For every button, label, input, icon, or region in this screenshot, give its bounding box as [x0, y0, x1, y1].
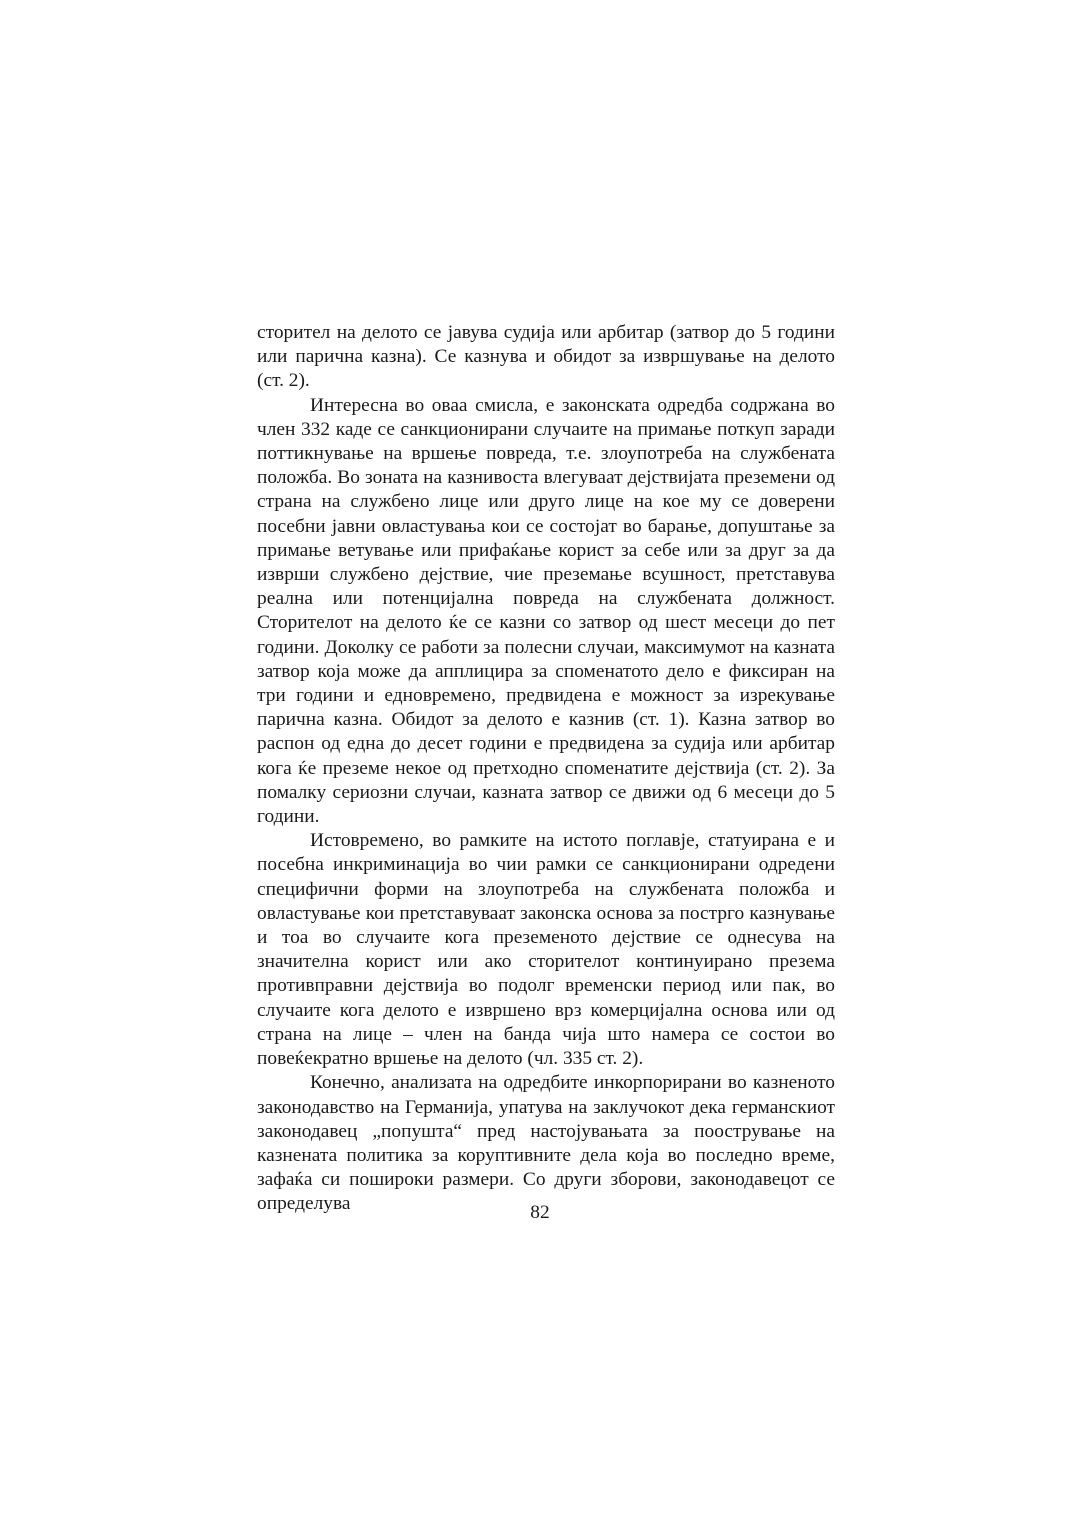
body-text: [257, 321, 835, 1217]
paragraph-1: сторител на делото се јавува судија или арбитар (затвор до 5 години или парична казна). Се казнува и обидот за извршување на делото (ст. 2).: [257, 322, 835, 392]
page-number: 82: [530, 1202, 550, 1223]
paragraph-3: Истовремено, во рамките на истото поглавје, статуирана е и посебна инкриминација во чии рамки се санкционирани одредени специфични форми на злоупотреба на службената положба и овластување кои претставуваат законска основа за пострго казнување и тоа во случаите кога преземеното дејствие се однесува на значителна корист или ако сторителот континуирано презема противправни дејствија во подолг временски период или пак, во случаите кога делото е извршено врз комерцијална основа или од страна на лице – член на банда чија што намера се состои во повеќекратно вршење на делото (чл. 335 ст. 2).: [257, 830, 835, 1070]
paragraph-2: Интересна во оваа смисла, е законската одредба содржана во член 332 каде се санкционирани случаите на примање поткуп заради поттикнување на вршење повреда, т.е. злоупотреба на службената положба. Во зоната на казнивоста влегуваат дејствијата преземени од страна на службено лице или друго лице на кое му се доверени посебни јавни овластувања кои се состојат во барање, допуштање за примање ветување или прифаќање корист за себе или за друг за да изврши службено дејствие, чие преземање всушност, претставува реална или потенцијална повреда на службената должност. Сторителот на делото ќе се казни со затвор од шест месеци до пет години. Доколку се работи за полесни случаи, максимумот на казната затвор која може да апплицира за споменатото дело е фиксиран на три години и едновремено, предвидена е можност за изрекување парична казна. Обидот за делото е казнив (ст. 1). Казна затвор во распон од една до десет години е предвидена за судија или арбитар кога ќе преземе некое од претходно споменатите дејствија (ст. 2). За помалку сериозни случаи, казната затвор се движи од 6 месеци до 5 години.: [257, 394, 835, 828]
paragraph-4: Конечно, анализата на одредбите инкорпорирани во казненото законодавство на Германија, упатува на заклучокот дека германскиот законодавец „попушта“ пред настојувањата за поострување на казнената политика за коруптивните дела која во последно време, зафаќа си пошироки размери. Со други зборови, законодавецот се определува: [257, 1072, 835, 1215]
